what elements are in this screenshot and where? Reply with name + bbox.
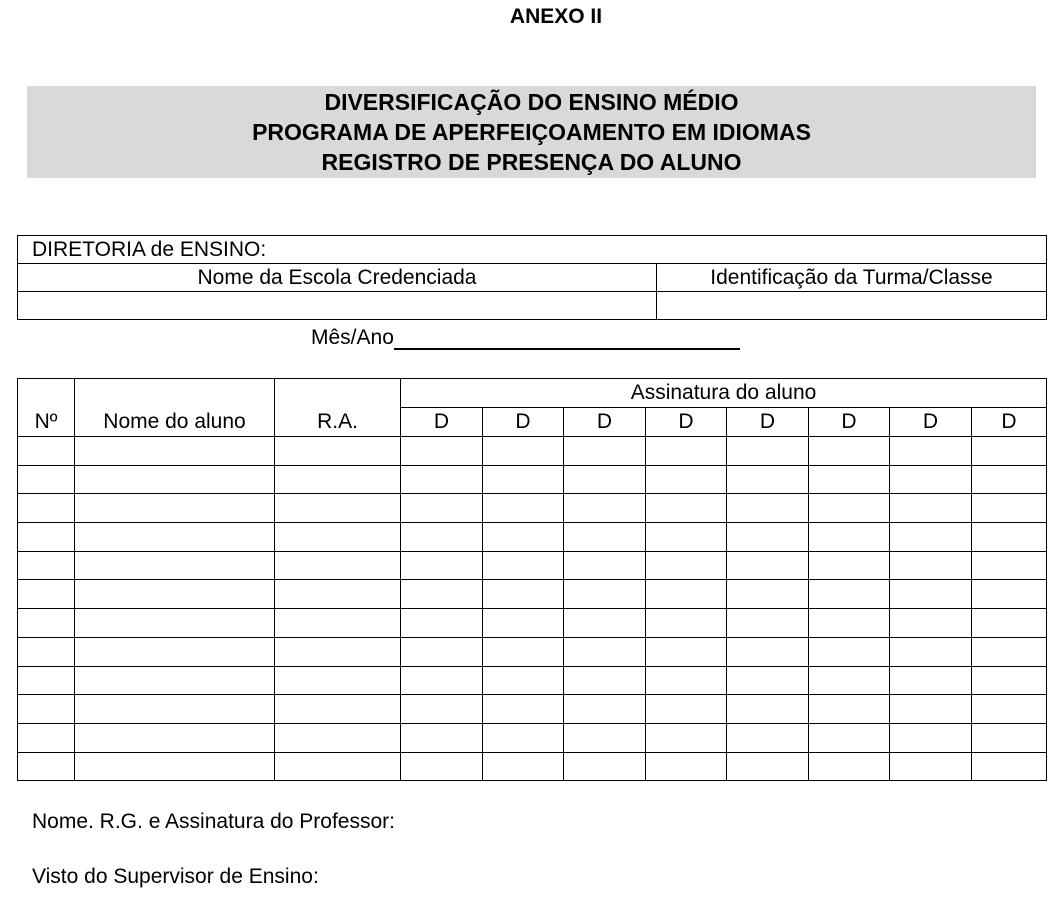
table-cell[interactable]: [727, 723, 809, 752]
attendance-rows: [18, 437, 1047, 781]
table-row: [18, 494, 1047, 523]
table-cell[interactable]: [483, 666, 564, 695]
col-number-header: Nº: [18, 379, 75, 437]
table-cell[interactable]: [646, 695, 727, 724]
table-cell[interactable]: [972, 609, 1047, 638]
table-cell[interactable]: [18, 580, 75, 609]
table-cell[interactable]: [727, 465, 809, 494]
table-cell[interactable]: [890, 437, 972, 466]
table-cell[interactable]: [972, 580, 1047, 609]
school-info-table: [17, 235, 1047, 320]
table-cell[interactable]: [646, 723, 727, 752]
header-line-2: PROGRAMA DE APERFEIÇOAMENTO EM IDIOMAS: [252, 119, 811, 145]
table-cell[interactable]: [483, 580, 564, 609]
table-cell[interactable]: [18, 752, 75, 781]
school-name-field[interactable]: [18, 292, 657, 320]
table-cell[interactable]: [890, 465, 972, 494]
day-header: D: [727, 408, 809, 437]
table-cell[interactable]: [401, 752, 483, 781]
table-cell[interactable]: [18, 465, 75, 494]
table-cell[interactable]: [972, 752, 1047, 781]
table-cell[interactable]: [75, 695, 275, 724]
day-header: D: [809, 408, 890, 437]
table-cell[interactable]: [275, 752, 401, 781]
table-cell[interactable]: [809, 580, 890, 609]
table-cell[interactable]: [483, 723, 564, 752]
table-cell[interactable]: [564, 523, 646, 552]
table-cell[interactable]: [890, 723, 972, 752]
table-cell[interactable]: [727, 666, 809, 695]
table-cell[interactable]: [275, 609, 401, 638]
table-cell[interactable]: [564, 437, 646, 466]
table-cell[interactable]: [890, 523, 972, 552]
annex-title: ANEXO II: [509, 5, 603, 28]
table-row: [18, 666, 1047, 695]
table-cell[interactable]: [972, 723, 1047, 752]
diretoria-field[interactable]: [18, 236, 1047, 264]
table-cell[interactable]: [18, 494, 75, 523]
header-line-1: DIVERSIFICAÇÃO DO ENSINO MÉDIO: [324, 89, 739, 115]
diretoria-label: DIRETORIA de ENSINO:: [32, 237, 267, 261]
table-cell[interactable]: [75, 437, 275, 466]
table-cell[interactable]: [564, 752, 646, 781]
table-cell[interactable]: [890, 494, 972, 523]
table-row: [18, 437, 1047, 466]
table-cell[interactable]: [564, 723, 646, 752]
table-cell[interactable]: [18, 437, 75, 466]
table-cell[interactable]: [564, 494, 646, 523]
table-cell[interactable]: [401, 666, 483, 695]
table-cell[interactable]: [809, 551, 890, 580]
table-cell[interactable]: [972, 494, 1047, 523]
table-cell[interactable]: [972, 437, 1047, 466]
day-header: D: [483, 408, 564, 437]
table-row: [18, 580, 1047, 609]
table-cell[interactable]: [646, 666, 727, 695]
table-cell[interactable]: [483, 494, 564, 523]
table-cell[interactable]: [401, 723, 483, 752]
table-cell[interactable]: [972, 695, 1047, 724]
table-cell[interactable]: [972, 666, 1047, 695]
table-cell[interactable]: [275, 723, 401, 752]
table-cell[interactable]: [75, 609, 275, 638]
day-header: D: [972, 408, 1047, 437]
table-cell[interactable]: [727, 752, 809, 781]
table-cell[interactable]: [75, 523, 275, 552]
table-cell[interactable]: [564, 551, 646, 580]
table-cell[interactable]: [809, 494, 890, 523]
table-cell[interactable]: [727, 551, 809, 580]
table-cell[interactable]: [809, 465, 890, 494]
table-cell[interactable]: [809, 637, 890, 666]
table-cell[interactable]: [483, 437, 564, 466]
school-name-header: Nome da Escola Credenciada: [18, 264, 657, 292]
table-cell[interactable]: [564, 609, 646, 638]
table-cell[interactable]: [809, 695, 890, 724]
table-cell[interactable]: [483, 551, 564, 580]
class-id-field[interactable]: [657, 292, 1047, 320]
table-cell[interactable]: [483, 523, 564, 552]
table-cell[interactable]: [564, 580, 646, 609]
table-cell[interactable]: [646, 609, 727, 638]
table-cell[interactable]: [890, 609, 972, 638]
table-cell[interactable]: [275, 666, 401, 695]
table-cell[interactable]: [972, 551, 1047, 580]
table-cell[interactable]: [401, 551, 483, 580]
table-cell[interactable]: [275, 551, 401, 580]
day-header: D: [401, 408, 483, 437]
month-year-label: Mês/Ano: [311, 326, 394, 349]
table-cell[interactable]: [727, 523, 809, 552]
table-cell[interactable]: [646, 465, 727, 494]
table-cell[interactable]: [401, 580, 483, 609]
table-row: [18, 637, 1047, 666]
table-cell[interactable]: [483, 465, 564, 494]
header-line-3: REGISTRO DE PRESENÇA DO ALUNO: [321, 149, 742, 175]
table-row: [18, 551, 1047, 580]
table-cell[interactable]: [564, 637, 646, 666]
table-cell[interactable]: [75, 465, 275, 494]
class-id-header: Identificação da Turma/Classe: [657, 264, 1047, 292]
day-header: D: [890, 408, 972, 437]
table-cell[interactable]: [75, 580, 275, 609]
table-cell[interactable]: [75, 637, 275, 666]
table-row: [18, 523, 1047, 552]
table-cell[interactable]: [75, 752, 275, 781]
month-year-row: [311, 326, 740, 350]
table-cell[interactable]: [275, 637, 401, 666]
table-cell[interactable]: [275, 580, 401, 609]
supervisor-visa-label: Visto do Supervisor de Ensino:: [32, 865, 319, 888]
table-cell[interactable]: [401, 695, 483, 724]
table-cell[interactable]: [401, 609, 483, 638]
table-cell[interactable]: [972, 465, 1047, 494]
table-cell[interactable]: [809, 437, 890, 466]
col-name-header: Nome do aluno: [75, 379, 275, 437]
day-header: D: [564, 408, 646, 437]
table-cell[interactable]: [564, 465, 646, 494]
month-year-field[interactable]: [394, 326, 740, 350]
table-cell[interactable]: [809, 609, 890, 638]
table-cell[interactable]: [809, 523, 890, 552]
table-cell[interactable]: [564, 666, 646, 695]
table-cell[interactable]: [18, 551, 75, 580]
table-cell[interactable]: [809, 752, 890, 781]
table-cell[interactable]: [275, 494, 401, 523]
table-cell[interactable]: [18, 723, 75, 752]
table-cell[interactable]: [483, 695, 564, 724]
table-cell[interactable]: [483, 752, 564, 781]
table-cell[interactable]: [646, 580, 727, 609]
table-cell[interactable]: [727, 695, 809, 724]
table-cell[interactable]: [972, 637, 1047, 666]
signature-group-header: Assinatura do aluno: [401, 379, 1047, 408]
table-cell[interactable]: [18, 666, 75, 695]
table-cell[interactable]: [401, 637, 483, 666]
table-cell[interactable]: [727, 580, 809, 609]
table-cell[interactable]: [890, 637, 972, 666]
table-cell[interactable]: [401, 523, 483, 552]
table-cell[interactable]: [275, 523, 401, 552]
table-cell[interactable]: [890, 580, 972, 609]
day-header: D: [646, 408, 727, 437]
table-cell[interactable]: [809, 666, 890, 695]
table-cell[interactable]: [275, 695, 401, 724]
table-cell[interactable]: [483, 609, 564, 638]
table-cell[interactable]: [75, 494, 275, 523]
table-cell[interactable]: [890, 666, 972, 695]
table-row: [18, 723, 1047, 752]
table-cell[interactable]: [18, 695, 75, 724]
col-ra-header: R.A.: [275, 379, 401, 437]
table-cell[interactable]: [18, 637, 75, 666]
table-cell[interactable]: [809, 723, 890, 752]
table-cell[interactable]: [646, 437, 727, 466]
table-cell[interactable]: [890, 695, 972, 724]
table-cell[interactable]: [401, 465, 483, 494]
teacher-signature-label: Nome. R.G. e Assinatura do Professor:: [32, 810, 395, 833]
table-cell[interactable]: [727, 437, 809, 466]
table-cell[interactable]: [75, 551, 275, 580]
table-cell[interactable]: [972, 523, 1047, 552]
attendance-table: [17, 378, 1047, 781]
table-row: [18, 465, 1047, 494]
table-cell[interactable]: [646, 494, 727, 523]
table-cell[interactable]: [18, 523, 75, 552]
table-cell[interactable]: [727, 609, 809, 638]
table-cell[interactable]: [646, 752, 727, 781]
table-cell[interactable]: [275, 437, 401, 466]
table-cell[interactable]: [564, 695, 646, 724]
table-cell[interactable]: [890, 752, 972, 781]
form-header-box: [27, 86, 1036, 178]
table-cell[interactable]: [646, 551, 727, 580]
table-row: [18, 609, 1047, 638]
table-cell[interactable]: [75, 666, 275, 695]
table-cell[interactable]: [401, 437, 483, 466]
table-row: [18, 752, 1047, 781]
table-cell[interactable]: [890, 551, 972, 580]
table-cell[interactable]: [727, 494, 809, 523]
table-cell[interactable]: [483, 637, 564, 666]
table-cell[interactable]: [275, 465, 401, 494]
table-cell[interactable]: [646, 523, 727, 552]
table-cell[interactable]: [75, 723, 275, 752]
table-cell[interactable]: [18, 609, 75, 638]
table-cell[interactable]: [646, 637, 727, 666]
table-cell[interactable]: [401, 494, 483, 523]
table-row: [18, 695, 1047, 724]
table-cell[interactable]: [727, 637, 809, 666]
